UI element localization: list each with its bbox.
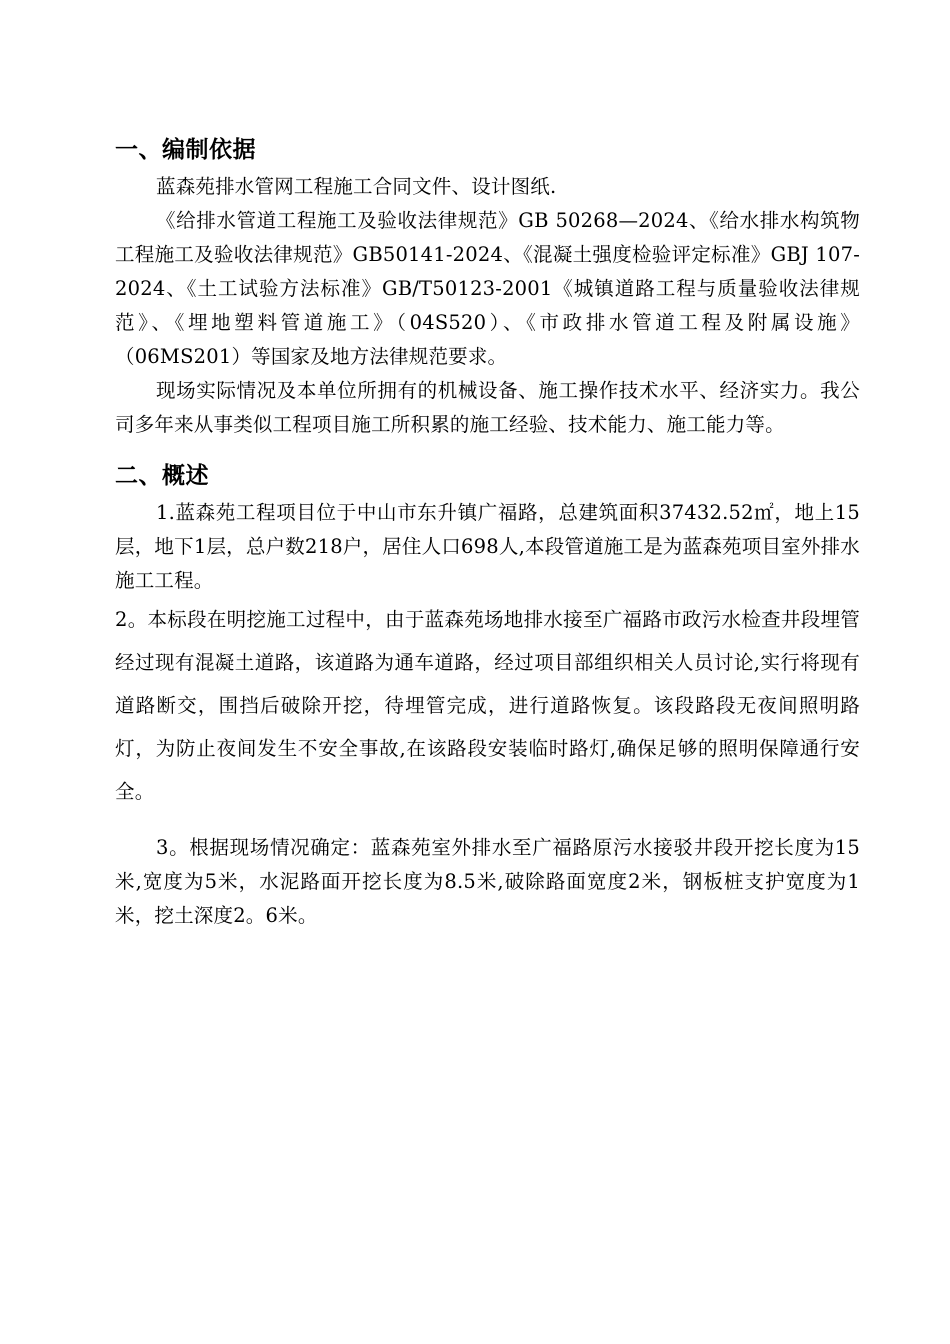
basis-paragraph-contract: 蓝森苑排水管网工程施工合同文件、设计图纸.: [156, 175, 557, 198]
section-heading-overview: 二、概述: [115, 463, 209, 489]
basis-paragraph-site-conditions: 现场实际情况及本单位所拥有的机械设备、施工操作技术水平、经济实力。我公司多年来从事类似工程项目施工所积累的施工经验、技术能力、施工能力等。: [115, 379, 860, 436]
overview-item-2: 2。本标段在明挖施工过程中，由于蓝森苑场地排水接至广福路市政污水检查井段埋管经过现有混凝土道路，该道路为通车道路，经过项目部组织相关人员讨论,实行将现有道路断交，围挡后破除开挖，待埋管完成，进行道路恢复。该段路段无夜间照明路灯，为防止夜间发生不安全事故,在该路段安装临时路灯,确保足够的照明保障通行安全。: [115, 608, 860, 803]
section-spacer: [115, 442, 860, 456]
document-content: [115, 130, 860, 933]
basis-paragraph-standards: 《给排水管道工程施工及验收法律规范》GB 50268—2024、《给水排水构筑物工程施工及验收法律规范》GB50141-2024、《混凝土强度检验评定标准》GBJ 107-2024、《土工试验方法标准》GB/T50123-2001《城镇道路工程与质量验收法律规范》、《埋地塑料管道施工》（04S520）、《市政排水管道工程及附属设施》（06MS201）等国家及地方法律规范要求。: [115, 209, 860, 368]
overview-item-3: 3。根据现场情况确定：蓝森苑室外排水至广福路原污水接驳井段开挖长度为15米,宽度为5米，水泥路面开挖长度为8.5米,破除路面宽度2米，钢板桩支护宽度为1米，挖土深度2。6米。: [115, 836, 860, 927]
section-heading-basis: 一、编制依据: [115, 137, 256, 163]
overview-item-1: 1.蓝森苑工程项目位于中山市东升镇广福路，总建筑面积37432.52㎡，地上15层，地下1层，总户数218户，居住人口698人,本段管道施工是为蓝森苑项目室外排水施工工程。: [115, 501, 860, 592]
paragraph-spacer: [115, 813, 860, 831]
